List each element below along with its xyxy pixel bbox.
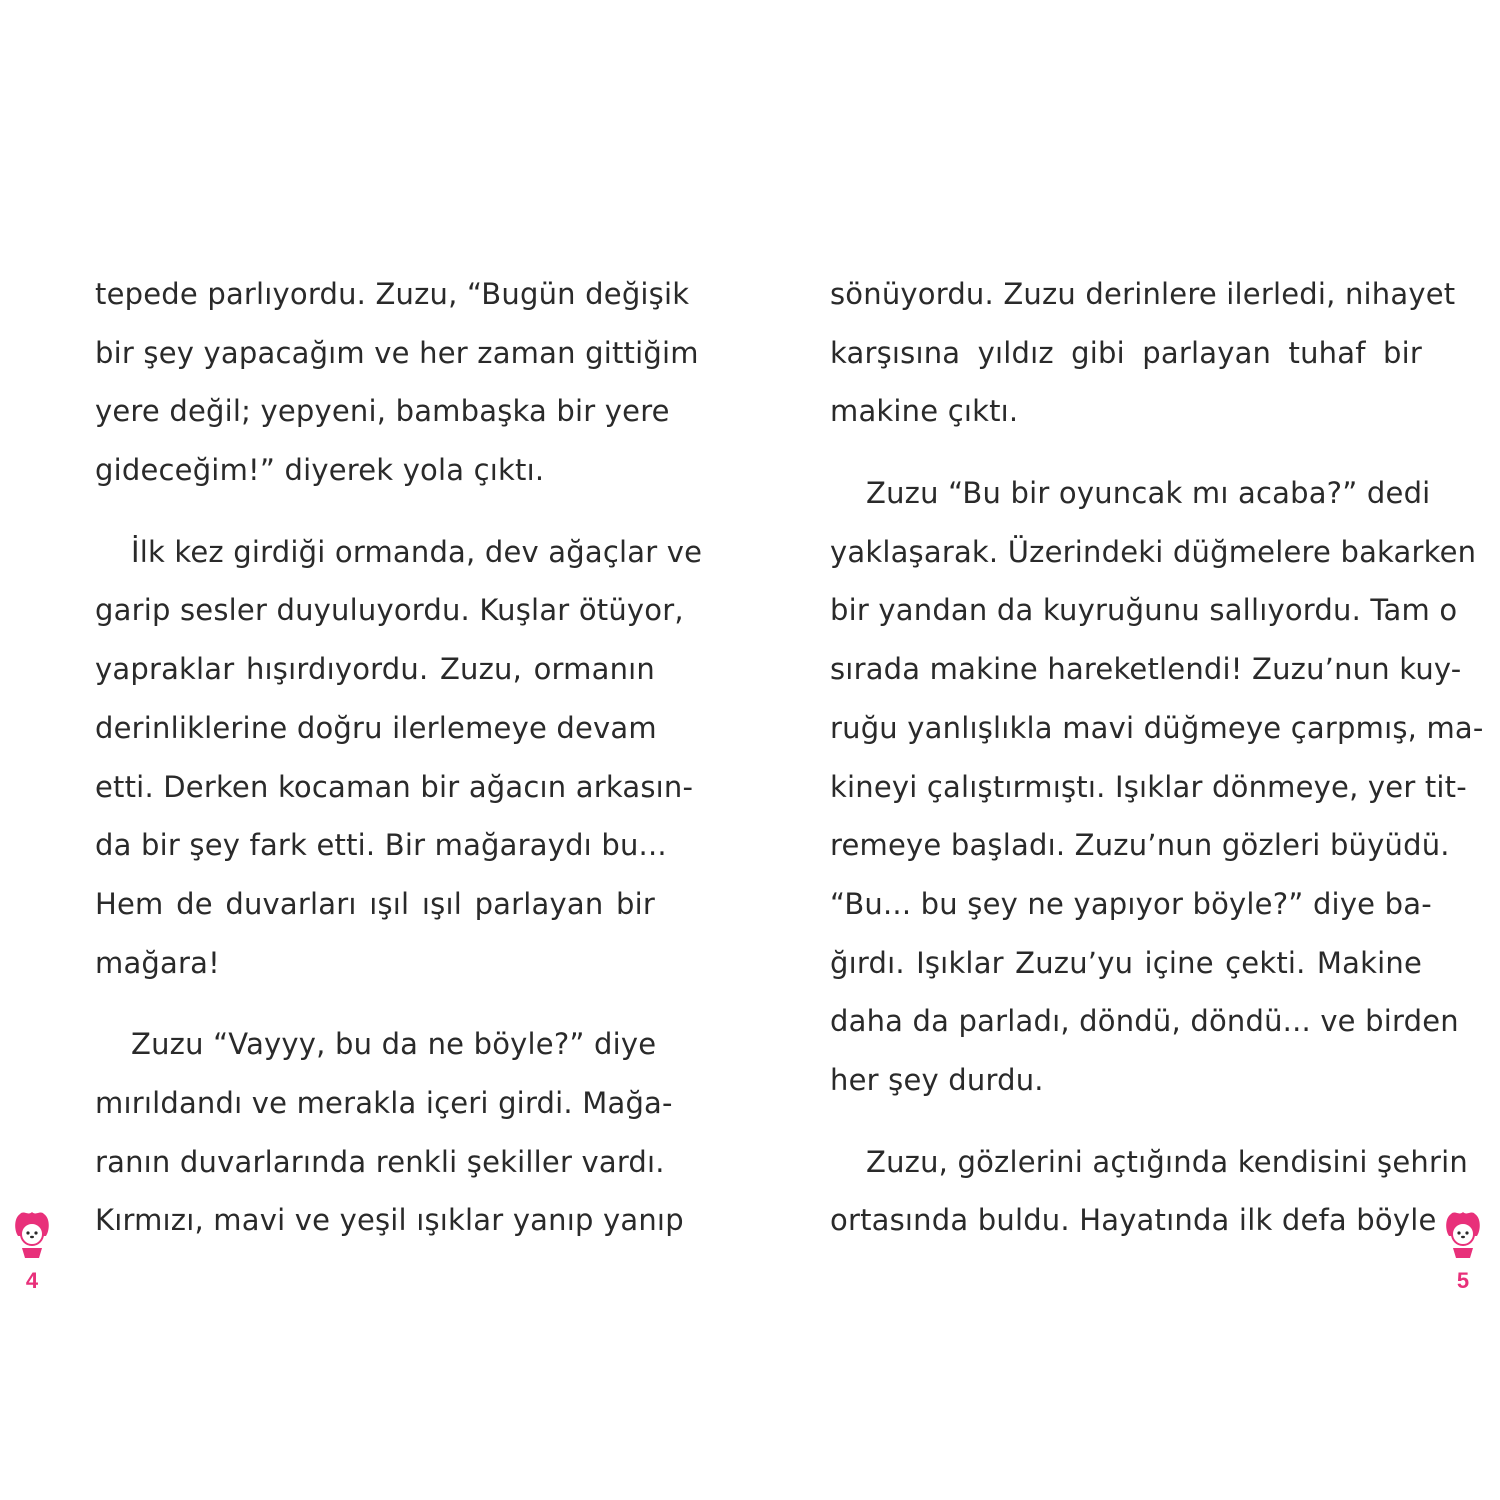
text-line: yere değil; yepyeni, bambaşka bir yere (95, 394, 670, 429)
text-line: “Bu... bu şey ne yapıyor böyle?” diye ba- (830, 886, 1432, 921)
text-line: makine çıktı. (830, 394, 1019, 429)
page-number: 5 (1456, 1268, 1470, 1293)
text-line: bir şey yapacağım ve her zaman gittiğim (95, 335, 699, 370)
right-page (750, 0, 1500, 1500)
text-line: mırıldandı ve merakla içeri girdi. Mağa- (95, 1085, 673, 1120)
text-line: ortasında buldu. Hayatında ilk defa böyle (830, 1203, 1437, 1238)
text-line: remeye başladı. Zuzu’nun gözleri büyüdü. (830, 828, 1450, 863)
paragraph (830, 1133, 1468, 1250)
text-line: kineyi çalıştırmıştı. Işıklar dönmeye, yer tit- (830, 769, 1467, 804)
mascot-icon (12, 1208, 52, 1260)
text-line: daha da parladı, döndü, döndü... ve birden (830, 1004, 1459, 1039)
text-line: tepede parlıyordu. Zuzu, “Bugün değişik (95, 277, 690, 311)
left-page-text (95, 265, 703, 1273)
text-line: ruğu yanlışlıkla mavi düğmeye çarpmış, ma- (830, 710, 1484, 745)
paragraph (830, 464, 1484, 1110)
text-line: sönüyordu. Zuzu derinlere ilerledi, nihayet (830, 277, 1456, 311)
mascot-icon (1443, 1208, 1483, 1260)
paragraph (95, 265, 699, 500)
right-page-text (830, 265, 1484, 1273)
text-line: garip sesler duyuluyordu. Kuşlar ötüyor, (95, 593, 684, 628)
page-number: 4 (25, 1268, 39, 1293)
text-line: sırada makine hareketlendi! Zuzu’nun kuy- (830, 652, 1462, 687)
paragraph (830, 265, 1456, 441)
text-line: İlk kez girdiği ormanda, dev ağaçlar ve (131, 534, 703, 569)
text-line: ranın duvarlarında renkli şekiller vardı. (95, 1144, 665, 1179)
paragraph (95, 523, 703, 993)
text-line: Zuzu “Bu bir oyuncak mı acaba?” dedi (866, 476, 1431, 511)
text-line: ğırdı. Işıklar Zuzu’yu içine çekti. Makine (830, 945, 1422, 980)
text-line: derinliklerine doğru ilerlemeye devam (95, 710, 657, 745)
text-line: da bir şey fark etti. Bir mağaraydı bu... (95, 828, 667, 863)
paragraph (95, 1015, 684, 1250)
text-line: Zuzu, gözlerini açtığında kendisini şehrin (866, 1144, 1468, 1179)
text-line: Zuzu “Vayyy, bu da ne böyle?” diye (131, 1027, 657, 1062)
text-line: yapraklar hışırdıyordu. Zuzu, ormanın (95, 652, 655, 687)
text-line: karşısına yıldız gibi parlayan tuhaf bir (830, 335, 1422, 370)
text-line: Kırmızı, mavi ve yeşil ışıklar yanıp yanıp (95, 1203, 684, 1238)
text-line: mağara! (95, 945, 220, 980)
text-line: yaklaşarak. Üzerindeki düğmelere bakarken (830, 534, 1477, 569)
text-line: etti. Derken kocaman bir ağacın arkasın- (95, 769, 694, 804)
text-line: her şey durdu. (830, 1062, 1044, 1097)
text-line: gideceğim!” diyerek yola çıktı. (95, 453, 545, 488)
text-line: bir yandan da kuyruğunu sallıyordu. Tam o (830, 593, 1458, 628)
text-line: Hem de duvarları ışıl ışıl parlayan bir (95, 886, 655, 921)
